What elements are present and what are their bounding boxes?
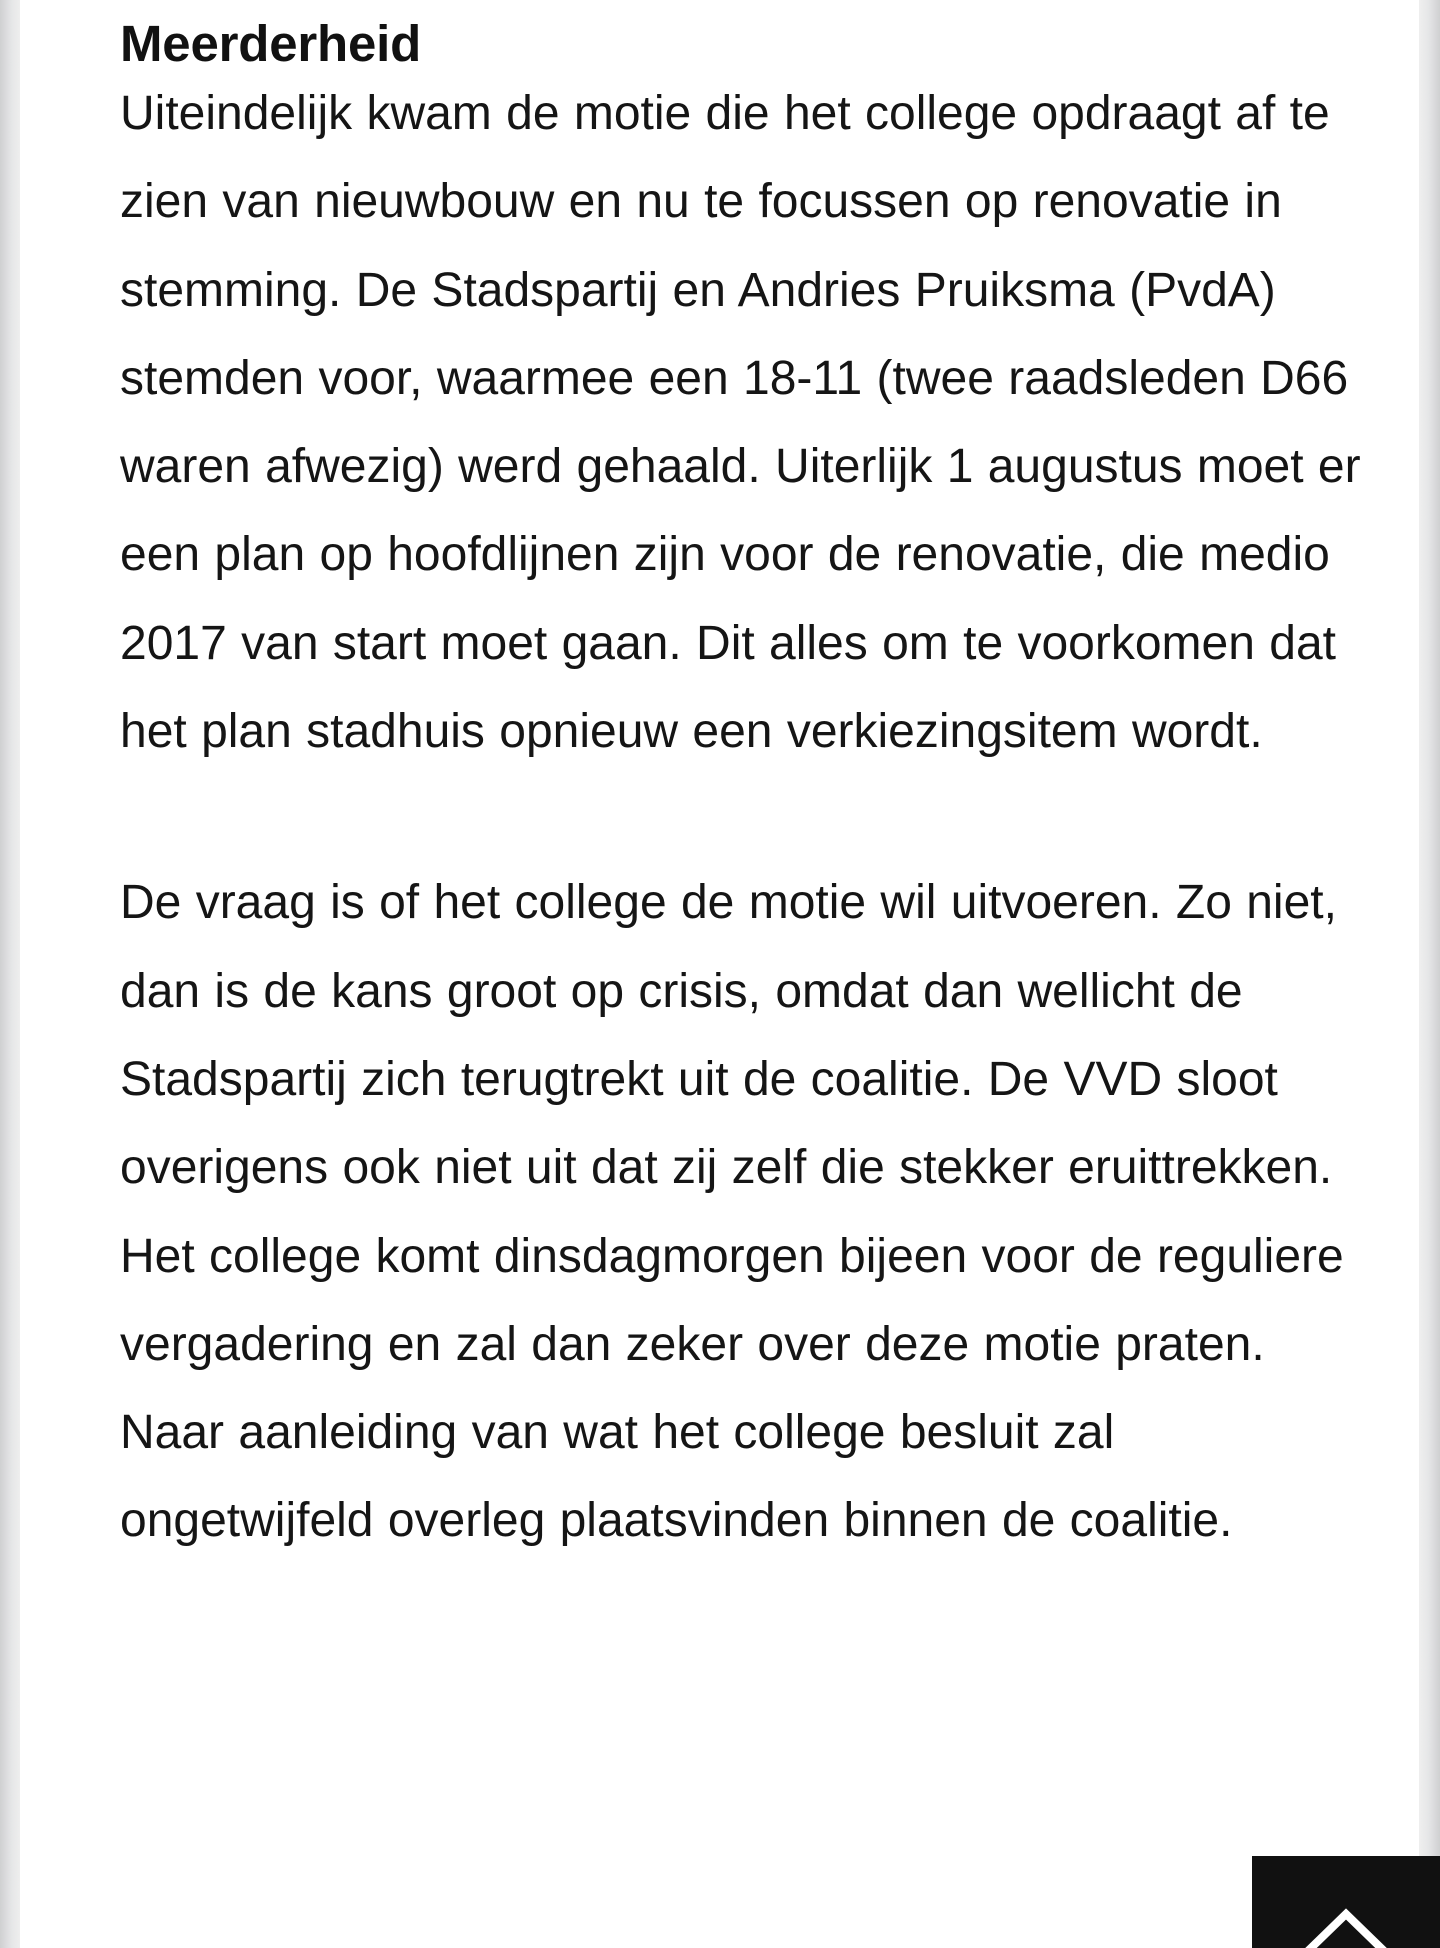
- scroll-to-top-button[interactable]: [1252, 1856, 1440, 1948]
- article-paragraph: Uiteindelijk kwam de motie die het college opdraagt af te zien van nieuwbouw en nu te focussen op renovatie in stemming. De Stadspartij en Andries Pruiksma (PvdA) stemden voor, waarmee een 18-11 (twee raadsleden D66 waren afwezig) werd gehaald. Uiterlijk 1 augustus moet er een plan op hoofdlijnen zijn voor de renovatie, die medio 2017 van start moet gaan. Dit alles om te voorkomen dat het plan stadhuis opnieuw een verkiezingsitem wordt.: [120, 87, 1361, 759]
- section-heading: Meerderheid: [120, 15, 422, 72]
- article-body: [20, 0, 1419, 1948]
- chevron-up-icon: [1301, 1900, 1391, 1948]
- article-paragraph: De vraag is of het college de motie wil uitvoeren. Zo niet, dan is de kans groot op crisis, omdat dan wellicht de Stadspartij zich terugtrekt uit de coalitie. De VVD sloot overigens ook niet uit dat zij zelf die stekker eruittrekken. Het college komt dinsdagmorgen bijeen voor de reguliere vergadering en zal dan zeker over deze motie praten. Naar aanleiding van wat het college besluit zal ongetwijfeld overleg plaatsvinden binnen de coalitie.: [120, 876, 1344, 1548]
